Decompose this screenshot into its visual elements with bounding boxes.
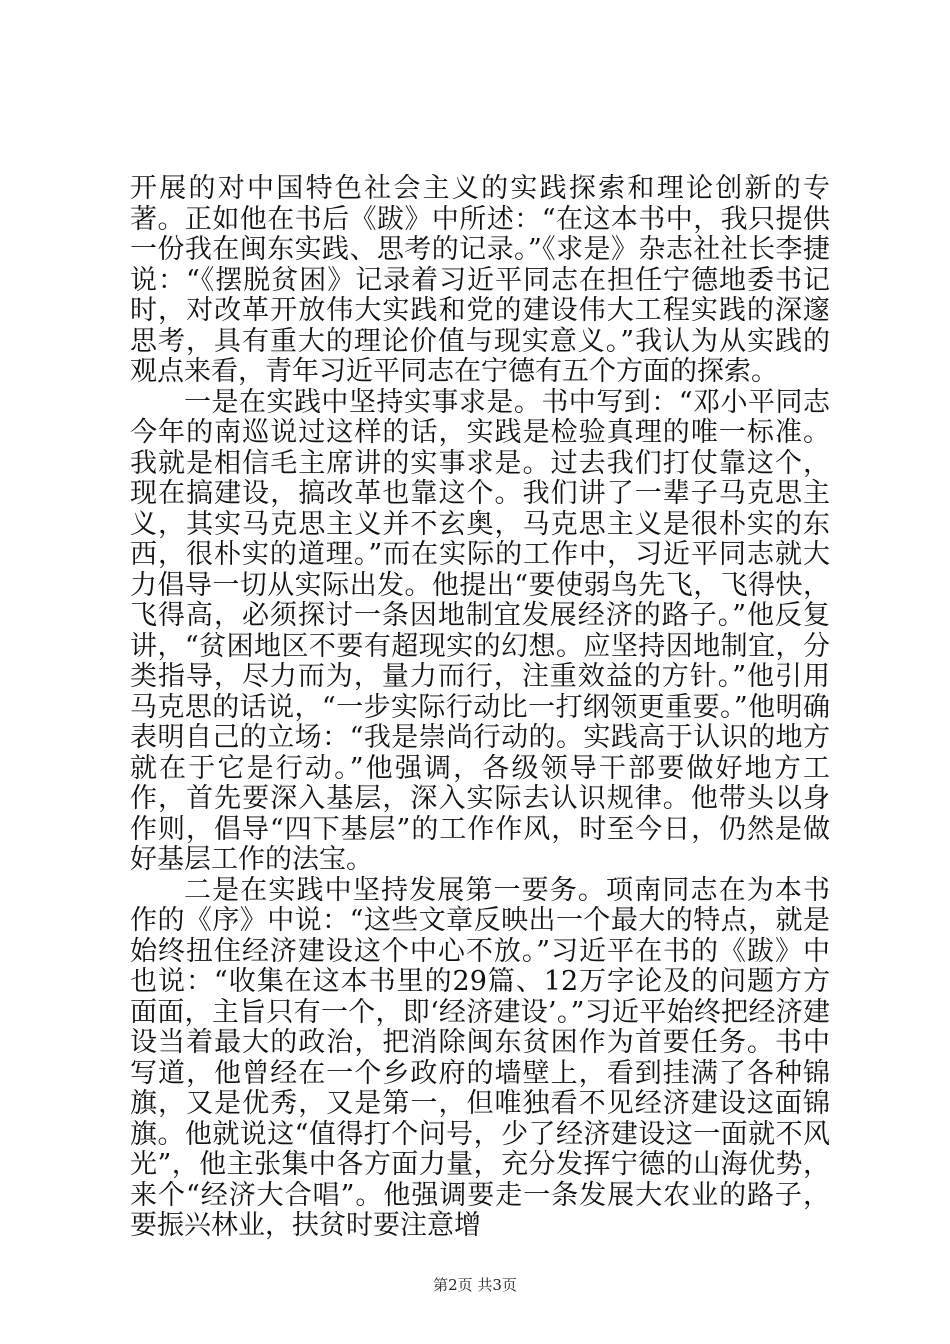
paragraph-continuation: 开展的对中国特色社会主义的实践探索和理论创新的专著。正如他在书后《跋》中所述：“在这本书中，我只提供一份我在闽东实践、思考的记录。”《求是》杂志社社长李捷说：“《摆脱贫困》记录着习近平同志在担任宁德地委书记时，对改革开放伟大实践和党的建设伟大工程实践的深邃思考，具有重大的理论价值与现实意义。”我认为从实践的观点来看，青年习近平同志在宁德有五个方面的探索。 — [130, 173, 830, 387]
paragraph-development-priority: 二是在实践中坚持发展第一要务。项南同志在为本书作的《序》中说：“这些文章反映出一个最大的特点，就是始终扭住经济建设这个中心不放。”习近平在书的《跋》中也说：“收集在这本书里的29篇、12万字论及的问题方方面面，主旨只有一个，即‘经济建设’。”习近平始终把经济建设当着最大的政治，把消除闽东贫困作为首要任务。书中写道，他曾经在一个乡政府的墙壁上，看到挂满了各种锦旗，又是优秀，又是第一，但唯独看不见经济建设这面锦旗。他就说这“值得打个问号，少了经济建设这一面就不风光”，他主张集中各方面力量，充分发挥宁德的山海优势，来个“经济大合唱”。他强调要走一条发展大农业的路子，要振兴林业，扶贫时要注意增 — [130, 874, 830, 1241]
paragraph-practice-seeking-truth: 一是在实践中坚持实事求是。书中写到：“邓小平同志今年的南巡说过这样的话，实践是检验真理的唯一标准。我就是相信毛主席讲的实事求是。过去我们打仗靠这个，现在搞建设，搞改革也靠这个。我们讲了一辈子马克思主义，其实马克思主义并不玄奥，马克思主义是很朴实的东西，很朴实的道理。”而在实际的工作中，习近平同志就大力倡导一切从实际出发。他提出“要使弱鸟先飞，飞得快，飞得高，必须探讨一条因地制宜发展经济的路子。”他反复讲，“贫困地区不要有超现实的幻想。应坚持因地制宜，分类指导，尽力而为，量力而行，注重效益的方针。”他引用马克思的话说，“一步实际行动比一打纲领更重要。”他明确表明自己的立场：“我是崇尚行动的。实践高于认识的地方就在于它是行动。”他强调，各级领导干部要做好地方工作，首先要深入基层，深入实际去认识规律。他带头以身作则，倡导“四下基层”的工作作风，时至今日，仍然是做好基层工作的法宝。 — [130, 386, 830, 875]
body-text — [130, 174, 830, 1242]
page-number: 第2页 共3页 — [433, 1276, 517, 1294]
page-footer — [0, 1275, 950, 1295]
